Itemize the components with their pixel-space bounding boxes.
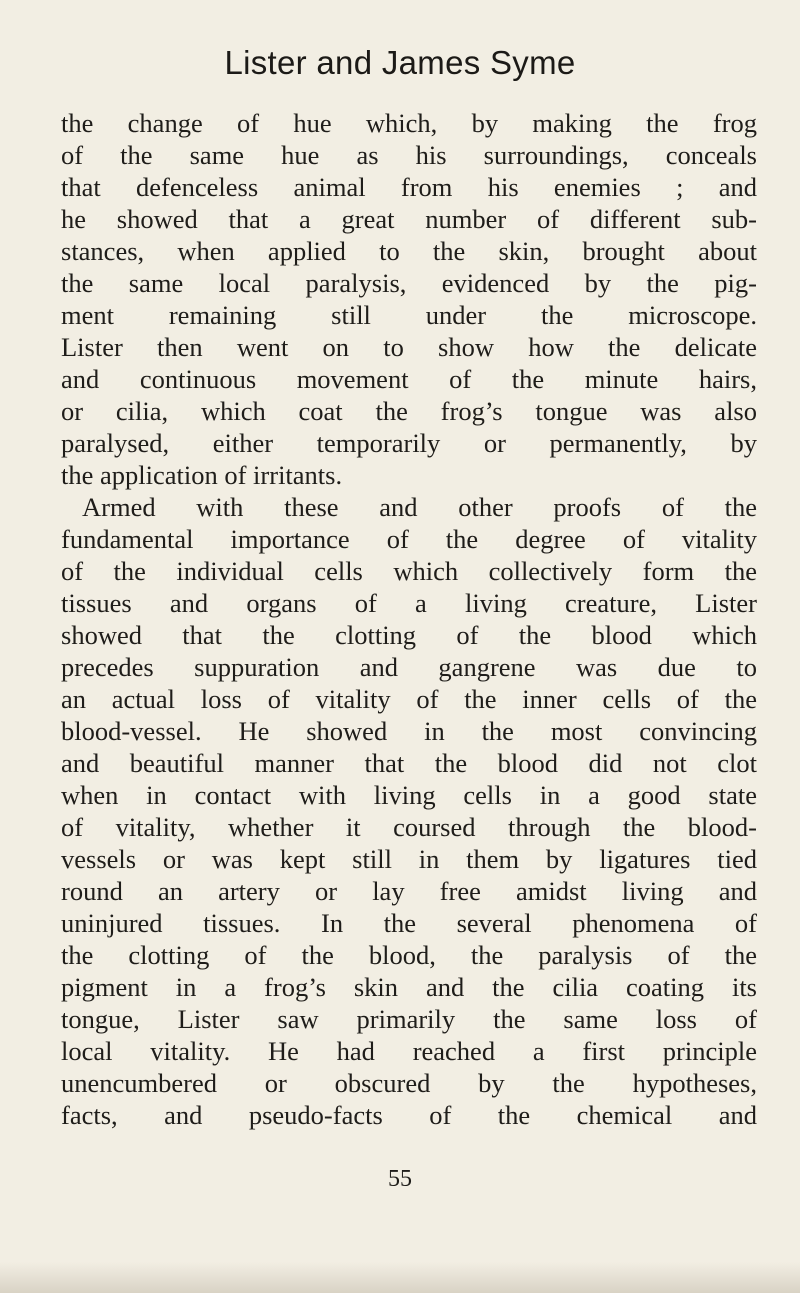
text-line: round an artery or lay free amidst living and [61, 876, 757, 906]
text-line: vessels or was kept still in them by ligatures tied [61, 844, 757, 874]
text-line: that defenceless animal from his enemies ; and [61, 172, 757, 202]
text-line: the clotting of the blood, the paralysis of the [61, 940, 757, 970]
text-line: local vitality. He had reached a first principle [61, 1036, 757, 1066]
text-line: ment remaining still under the microscope. [61, 300, 757, 330]
text-line: blood-vessel. He showed in the most convincing [61, 716, 757, 746]
text-line: pigment in a frog’s skin and the cilia coating its [61, 972, 757, 1002]
text-line: showed that the clotting of the blood which [61, 620, 757, 650]
text-line: and beautiful manner that the blood did not clot [61, 748, 757, 778]
text-line: the application of irritants. [61, 460, 343, 490]
text-line: Lister then went on to show how the delicate [61, 332, 757, 362]
text-line: stances, when applied to the skin, brought about [61, 236, 757, 266]
text-line: fundamental importance of the degree of vitality [61, 524, 757, 554]
text-line: the change of hue which, by making the frog [61, 108, 757, 138]
text-line: he showed that a great number of different sub- [61, 204, 757, 234]
text-line: paralysed, either temporarily or permanently, by [61, 428, 757, 458]
text-line: tongue, Lister saw primarily the same loss of [61, 1004, 757, 1034]
text-line: unencumbered or obscured by the hypotheses, [61, 1068, 757, 1098]
text-line: of the same hue as his surroundings, conceals [61, 140, 757, 170]
text-line: and continuous movement of the minute hairs, [61, 364, 757, 394]
text-line: tissues and organs of a living creature, Lister [61, 588, 757, 618]
text-line: facts, and pseudo-facts of the chemical and [61, 1100, 757, 1130]
paragraph-start-line: Armed with these and other proofs of the [82, 492, 757, 522]
text-line: an actual loss of vitality of the inner cells of the [61, 684, 757, 714]
text-line: of vitality, whether it coursed through the blood- [61, 812, 757, 842]
page-edge-shadow [0, 1262, 800, 1293]
text-line: uninjured tissues. In the several phenomena of [61, 908, 757, 938]
text-line: the same local paralysis, evidenced by the pig- [61, 268, 757, 298]
text-line: when in contact with living cells in a good state [61, 780, 757, 810]
running-head: Lister and James Syme [224, 44, 576, 81]
text-line: precedes suppuration and gangrene was due to [61, 652, 757, 682]
text-line: or cilia, which coat the frog’s tongue was also [61, 396, 757, 426]
page-number: 55 [388, 1166, 412, 1192]
text-line: of the individual cells which collectively form the [61, 556, 757, 586]
